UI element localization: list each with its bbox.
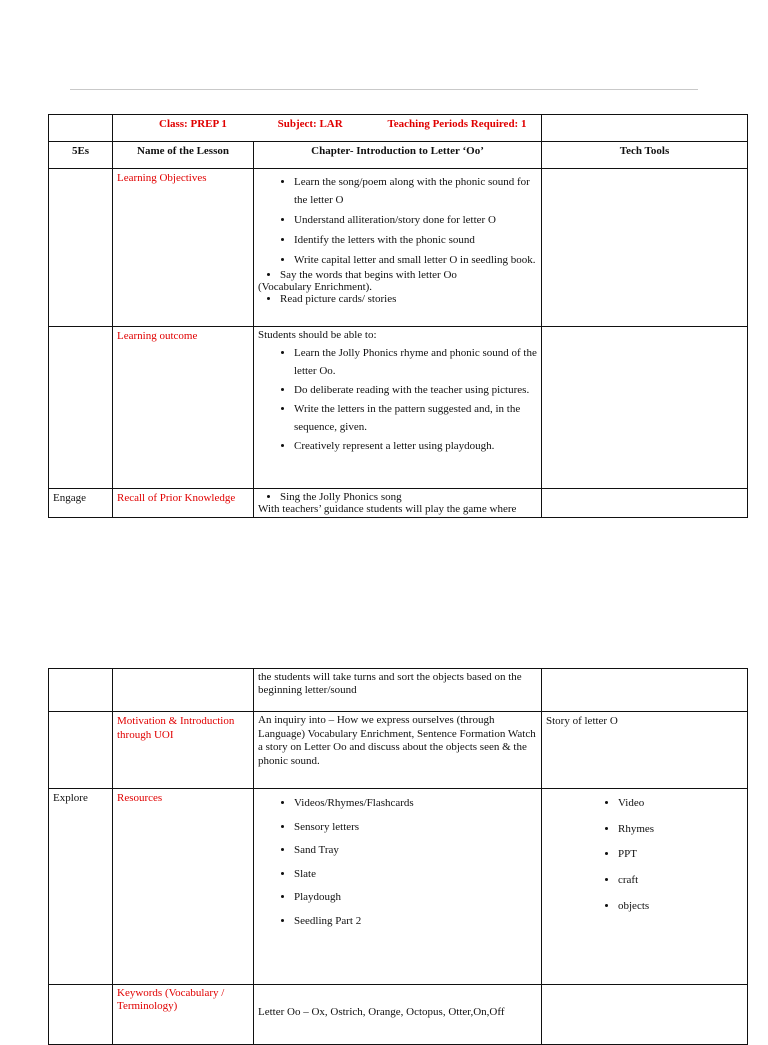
objectives-content [254,169,542,327]
engage-content [254,489,542,518]
keywords-text: Letter Oo – Ox, Ostrich, Orange, Octopus, Otter,On,Off [254,985,542,1045]
periods-label: Teaching Periods Required: 1 [387,118,527,130]
list-item: • Write capital letter and small letter O in seedling book. [294,251,537,269]
list-item: • Videos/Rhymes/Flashcards [294,794,537,812]
motivation-text: An inquiry into – How we express ourselves (through Language) Vocabulary Enrichment, Sentence Formation Watch a story on Letter Oo and discuss about the objects seen & the phonic sound. [254,712,542,789]
list-item: • Creatively represent a letter using playdough. [294,437,537,455]
subject-label: Subject: LAR [277,118,343,130]
stage-engage: Engage [49,489,113,518]
tech-tools-content [542,789,748,985]
motivation-tech: Story of letter O [542,712,748,789]
list-item: • Video [618,794,743,812]
header-cell-empty [49,115,113,142]
objectives-row [49,169,748,327]
col-chapter: Chapter- Introduction to Letter ‘Oo’ [254,142,542,169]
lesson-plan-table-1 [48,114,748,518]
list-item: • Seedling Part 2 [294,912,537,930]
outcome-label: Learning outcome [113,327,254,489]
continued-row [49,669,748,712]
class-subject-periods [113,115,542,142]
motivation-label: Motivation & Introduction through UOI [113,712,254,789]
outcome-intro: Students should be able to: [258,329,377,341]
outcome-list [258,344,537,455]
list-item: • Sing the Jolly Phonics song [280,491,537,503]
list-item: • Understand alliteration/story done for letter O [294,211,537,229]
list-item: • Write the letters in the pattern suggested and, in the sequence, given. [294,400,537,436]
resources-content [254,789,542,985]
resources-label: Resources [113,789,254,985]
continued-text: the students will take turns and sort the objects based on the beginning letter/sound [254,669,542,712]
objectives-label: Learning Objectives [113,169,254,327]
list-item: • objects [618,897,743,915]
explore-row [49,789,748,985]
keywords-row [49,985,748,1045]
list-item: • Read picture cards/ stories [280,293,537,305]
col-lesson-name: Name of the Lesson [113,142,254,169]
list-item: • Playdough [294,888,537,906]
objectives-list [258,173,537,269]
outcome-row [49,327,748,489]
col-tech-tools: Tech Tools [542,142,748,169]
list-item: • Rhymes [618,820,743,838]
list-item: • Say the words that begins with letter Oo [280,269,537,281]
engage-row [49,489,748,518]
keywords-label: Keywords (Vocabulary / Terminology) [113,985,254,1045]
col-5es: 5Es [49,142,113,169]
list-item: • Sensory letters [294,818,537,836]
header-row [49,115,748,142]
stage-explore: Explore [49,789,113,985]
header-cell-empty-right [542,115,748,142]
list-item: • craft [618,871,743,889]
engage-label: Recall of Prior Knowledge [113,489,254,518]
column-header-row [49,142,748,169]
resources-list [258,794,537,930]
list-item: • PPT [618,845,743,863]
list-item: • Learn the Jolly Phonics rhyme and phonic sound of the letter Oo. [294,344,537,380]
engage-text: With teachers’ guidance students will play the game where [258,503,517,515]
lesson-plan-table-2 [48,668,748,1045]
outcome-content [254,327,542,489]
list-item: • Do deliberate reading with the teacher using pictures. [294,381,537,399]
top-divider [70,89,698,90]
motivation-row [49,712,748,789]
vocab-note: (Vocabulary Enrichment). [258,281,373,293]
class-label: Class: PREP 1 [159,118,227,130]
list-item: • Learn the song/poem along with the phonic sound for the letter O [294,173,537,209]
list-item: • Sand Tray [294,841,537,859]
tech-tools-list [546,794,743,915]
list-item: • Identify the letters with the phonic sound [294,231,537,249]
list-item: • Slate [294,865,537,883]
